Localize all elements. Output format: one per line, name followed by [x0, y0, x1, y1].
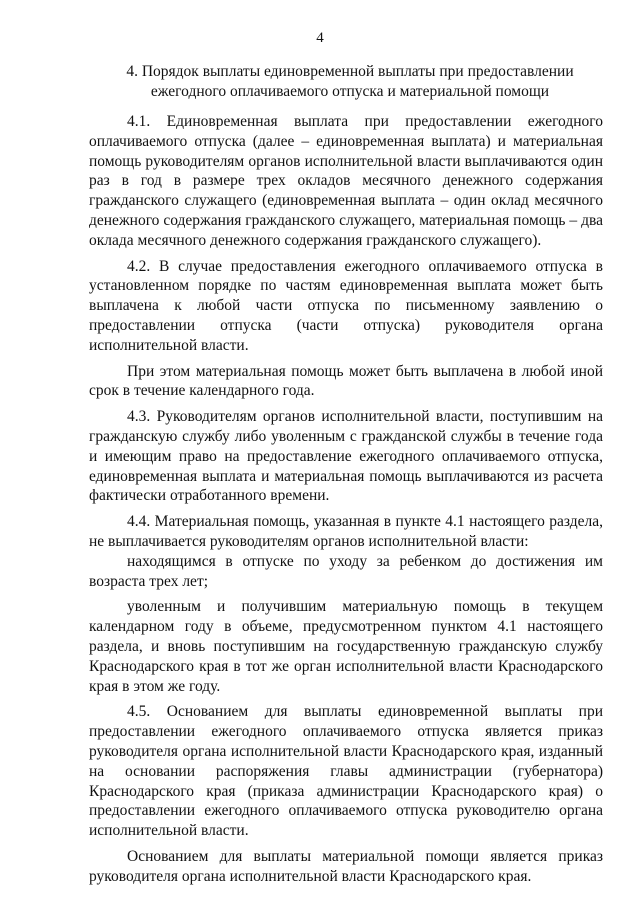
paragraph-4-5-continued: Основанием для выплаты материальной помощи является приказ руководителя органа исполнительной власти Краснодарского края.	[89, 847, 603, 885]
paragraph-4-3: 4.3. Руководителям органов исполнительной власти, поступившим на гражданскую службу либо уволенным с гражданской службы в течение года и имеющим право на предоставление ежегодного оплачиваемого отпуска, единовременная выплата и материальная помощь выплачиваются из расчета фактически отработанного времени.	[89, 408, 603, 505]
paragraph-4-2-continued: При этом материальная помощь может быть выплачена в любой иной срок в течение календарного года.	[89, 362, 603, 400]
paragraph-4-4-item-1: находящимся в отпуске по уходу за ребенком до достижения им возраста трех лет;	[89, 552, 603, 590]
paragraph-4-2: 4.2. В случае предоставления ежегодного оплачиваемого отпуска в установленном порядке по частям единовременная выплата может быть выплачена к любой части отпуска по письменному заявлению о предоставлении отпуска (части отпуска) руководителя органа исполнительной власти.	[89, 257, 603, 354]
section-heading-line-1: 4. Порядок выплаты единовременной выплаты при предоставлении	[126, 63, 574, 80]
paragraph-4-4-item-2: уволенным и получившим материальную помощь в текущем календарном году в объеме, предусмотренном пунктом 4.1 настоящего раздела, и вновь поступившим на государственную гражданскую службу Краснодарского края в тот же орган исполнительной власти Краснодарского края в этом же году.	[89, 598, 603, 695]
page-number: 4	[316, 30, 324, 46]
section-heading-line-2: ежегодного оплачиваемого отпуска и материальной помощи	[150, 83, 550, 100]
document-body	[89, 112, 603, 892]
paragraph-4-1: 4.1. Единовременная выплата при предоставлении ежегодного оплачиваемого отпуска (далее – единовременная выплата) и материальная помощь руководителям органов исполнительной власти выплачиваются один раз в год в размере трех окладов месячного денежного содержания гражданского служащего (единовременная выплата – один оклад месячного денежного содержания гражданского служащего, материальная помощь – два оклада месячного денежного содержания гражданского служащего).	[89, 113, 603, 249]
section-heading	[90, 62, 610, 102]
paragraph-4-4: 4.4. Материальная помощь, указанная в пункте 4.1 настоящего раздела, не выплачивается руководителям органов исполнительной власти:	[89, 513, 603, 550]
paragraph-4-5: 4.5. Основанием для выплаты единовременной выплаты при предоставлении ежегодного оплачиваемого отпуска является приказ руководителя органа исполнительной власти Краснодарского края, изданный на основании распоряжения главы администрации (губернатора) Краснодарского края (приказа администрации Краснодарского края) о предоставлении ежегодного оплачиваемого отпуска руководителю органа исполнительной власти.	[89, 703, 603, 840]
